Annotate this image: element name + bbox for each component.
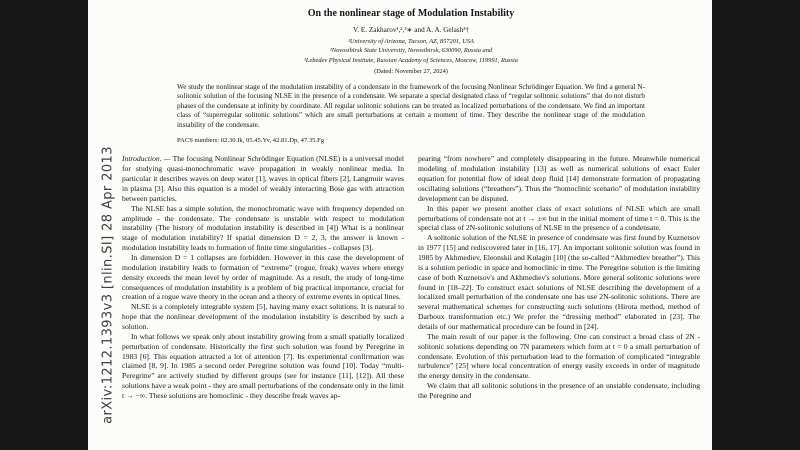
paragraph: The NLSE has a simple solution, the monochromatic wave with frequency depended on amplitude - the condensate. The condensate is unstable with respect to modulation instability (The history of modulation instability is described in [4]) What is a nonlinear stage of modulation instability? If spatial dimension D = 2, 3, the answer is known - modulation instability leads to formation of finite time singularities - collapses [3]. (122, 203, 404, 253)
paragraph: In this paper we present another class of exact solutions of NLSE which are small perturbations of condensate not at t → ±∞ but in the initial moment of time t = 0. This is the special class of 2N-solitonic solutions of NLSE in the presence of a condensate. (418, 203, 700, 233)
affiliations-block (122, 37, 700, 65)
paragraph (122, 154, 404, 203)
affiliation-line: ³Lebedev Physical Institute, Russian Academy of Sciences, Moscow, 119991, Russia (303, 56, 518, 64)
paragraph: In what follows we speak only about instability growing from a small spatially localized perturbation of condensate. Historically the first such solution was found by Peregrine in 1983 [6]. This equation attracted a lot of attention [7]. Its experimental confirmation was claimed [8, 9]. In 1985 a second order Peregrine solution was found [10]. Today “multi-Peregrine” are actively studied by different groups (see for instance [11], [12]). All these solutions have a weak point - they are small perturbations of the condensate only in the limit t → −∞. These solutions are homoclinic - they describe freak waves ap- (122, 331, 404, 400)
column-right (418, 154, 700, 400)
paper-title: On the nonlinear stage of Modulation Instability (307, 8, 515, 19)
date-line: (Dated: November 27, 2024) (374, 67, 448, 75)
paragraph: NLSE is a completely integrable system [5], having many exact solutions. It is natural to hope that the nonlinear development of the modulation instability is described by such a solution. (122, 302, 404, 331)
affiliation-line: ¹University of Arizona, Tucson, AZ, 857201, USA (348, 38, 474, 45)
paragraph-text: The focusing Nonlinear Schrödinger Equation (NLSE) is a universal model for studying quasi-monochromatic wave propagation in weakly nonlinear media. In particular it describes waves on deep water [1], waves in optical fibers [2], Langmuir waves in plasma [3]. Also this equation is a model of weakly interacting Bose gas with attraction between particles. (122, 154, 404, 203)
two-column-body (122, 154, 700, 400)
paper-page (88, 0, 712, 450)
paragraph: pearing “from nowhere” and completely disappearing in the future. Meanwhile numerical modeling of modulation instability [13] as well as numerical solutions of exact Euler equation for potential flow of ideal deep fluid [14] demonstrate formation of propagating oscillating solutions (“breathers”). Thus the “homoclinic scenario” of modulation instability development can be disputed. (418, 154, 700, 203)
column-left (122, 154, 404, 400)
authors-line: V. E. Zakharov¹,²,³∗ and A. A. Gelash³† (353, 26, 469, 34)
abstract-text: We study the nonlinear stage of the modulation instability of a condensate in the framework of the focusing Nonlinear Schrödinger Equation. We find a general N-solitonic solution of the focusing NLSE in the presence of a condensate. We separate a special designated class of “regular solitonic solutions” that do not disturb phases of the condensate at infinity by coordinate. All regular solitonic solutions can be treated as localized perturbations of the condensate. We find an important class of “superregular solitonic solutions” which are small perturbations at certain a moment of time. They describe the nonlinear stage of the modulation instability of the condensate. (177, 82, 645, 129)
arxiv-watermark: arXiv:1212.1393v3 [nlin.SI] 28 Apr 2013 (100, 146, 116, 424)
affiliation-line: ²Novosibirsk State University, Novosibirsk, 630090, Russia and (329, 47, 493, 55)
paragraph: The main result of our paper is the following. One can construct a broad class of 2N - solitonic solutions depending on 7N parameters which form at t = 0 a small perturbation of condensate. Evolution of this perturbation lead to the formation of complicated “integrable turbulence” [25] where local concentration of energy easily exceeds in order of magnitude the energy density in the condensate. (418, 331, 700, 381)
section-lead-in: Introduction. — (122, 154, 173, 164)
paragraph: A solitonic solution of the NLSE in presence of condensate was first found by Kuznetsov in 1977 [15] and rediscovered later in [16, 17]. An important solitonic solution was found in 1985 by Akhmediev, Eleonskii and Kulagin [10] (the so-called “Akhmediev breather”). This is a solution periodic in space and homoclinic in time. The Peregrine solution is the limiting case of both Kuznetsov's and Akhmediev's solutions. More general solitonic solutions were found in [18–22]. To construct exact solutions of NLSE describing the development of a localized small perturbation of the condensate one has use 2N-solitonic solutions. There are several mathematical schemes for constructing such solutions (Hirota method, method of Darboux transformation etc.) We prefer the “dressing method” elaborated in [23]. The details of our mathematical procedure can be found in [24]. (418, 233, 700, 331)
pacs-line: PACS numbers: 02.30.Ik, 05.45.Yv, 42.81.Dp, 47.35.Fg (177, 137, 325, 145)
paper-content (122, 8, 700, 401)
paragraph: In dimension D = 1 collapses are forbidden. However in this case the development of modulation instability leads to formation of “extreme” (rogue, freak) waves where energy density exceeds the mean level by order of magnitude. As a result, the study of long-time consequences of modulation instability is a problem of big practical importance, crucial for creation of a rogue wave theory in the ocean and a theory of extreme events in optical lines. (122, 252, 404, 302)
abstract-block (177, 83, 645, 145)
paragraph: We claim that all solitonic solutions in the presence of an unstable condensate, including the Peregrine and (418, 381, 700, 400)
